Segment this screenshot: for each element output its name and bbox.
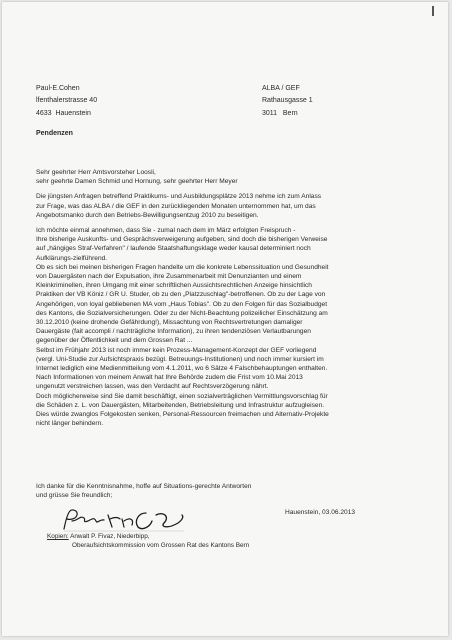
body-line: Internet lediglich eine Medienmitteilung vom 4.1.2011, wo 6 Sätze 4 Falschbehauptungen enthalten. [36, 365, 328, 373]
recipient-address [262, 83, 313, 120]
body-line: Nach Informationen von meinem Anwalt hat Ihre Behörde zudem die Frist vom 10.Mai 2013 [36, 374, 303, 382]
closing [36, 482, 251, 500]
body-line: gegenüber der Öffentlichkeit und dem Grossen Rat ... [36, 337, 193, 345]
body-line: ungenutzt verstreichen lassen, was den Verdacht auf Rechtsverzögerung nährt. [36, 383, 269, 391]
body-line: Ihre bisherige Auskunfts- und Gesprächsverweigerung aufgeben, sind doch die bisherigen Verweise [36, 236, 328, 244]
body-line: nicht länger behindern. [36, 420, 104, 428]
body-line: Angehörigen, von loyal gebliebenen MA vom „Haus Tobias". Ob zu den Folgen für das Sozialbudget [36, 300, 328, 308]
recipient-street: Rathausgasse 1 [262, 97, 313, 105]
paragraph-2 [36, 226, 406, 428]
salutation [36, 168, 406, 186]
body-line: Aufklärungs-zielführend. [36, 254, 108, 262]
copies-list [47, 533, 249, 550]
body-line: Kleinkriminellen, ihren Umgang mit einer schriftlichen Aussichtsrechtlichen Anzeige hinsichtlich [36, 282, 312, 290]
body-line: zur Frage, was das ALBA / die GEF in den zurückliegenden Monaten unternommen hat, um das [36, 202, 316, 210]
closing-line: und grüsse Sie freundlich; [36, 492, 113, 500]
body-line: Praktiken der VB Köniz / GR U. Studer, ob zu den „Platzzuschlag"-betroffenen. Ob zu der Lage von [36, 291, 326, 299]
sender-street: lfenthalerstrasse 40 [36, 97, 98, 105]
body-line: Dauergäste (fait accompli / nachträgliche Information), zu ihren tendenziösen Verlautbarungen [36, 328, 311, 336]
salutation-line: Sehr geehrter Herr Amtsvorsteher Loosli, [36, 169, 156, 176]
paragraph-1 [36, 192, 406, 220]
copies-label: Kopien: [47, 533, 69, 540]
copy-recipient-1: Anwalt P. Fivaz, Niederbipp, [68, 533, 150, 540]
body-line: Angebotsmanko durch den Betriebs-Bewilligungsentzug 2010 zu beseitigen. [36, 211, 259, 219]
body-line: Selbst im Frühjahr 2013 ist noch immer kein Prozess-Management-Konzept der GEF vorliegend [36, 346, 317, 354]
place-date: Hauenstein, 03.06.2013 [285, 509, 356, 516]
recipient-city: 3011 Bern [262, 109, 298, 117]
body-line: Dies würde zwanglos Folgekosten senken, Personal-Ressourcen freimachen und Alternativ-Projekte [36, 411, 329, 419]
handwritten-signature [60, 507, 190, 533]
sender-address [36, 83, 97, 120]
letter-body [36, 168, 406, 434]
body-line: die Schäden z. L. von Dauergästen, Mitarbeitenden, Betriebsleitung und Infrastruktur aufzugleisen. [36, 401, 325, 409]
letter-subject: Pendenzen [36, 130, 73, 137]
body-line: Doch möglicherweise sind Sie damit beschäftigt, einen sozialverträglichen Vermittlungsvorschlag für [36, 392, 328, 400]
body-line: Ich möchte einmal annehmen, dass Sie - zumal nach dem im März erfolgten Freispruch - [36, 227, 296, 235]
body-line: von Dauergästen nach der Expulsation, ihre Zusammenarbeit mit Denunzianten und einem [36, 273, 302, 281]
body-line: auf „hängiges Straf-Verfahren" / laufende Staatshaftungsklage weder kausal determiniert noch [36, 245, 311, 253]
letter-page [2, 2, 448, 636]
closing-line: Ich danke für die Kenntnisnahme, hoffe auf Situations-gerechte Antworten [36, 483, 252, 490]
body-line: (vergl. Uni-Studie zur Aufsichtspraxis bezügl. Betreuungs-Institutionen) und noch immer kursiert im [36, 355, 324, 363]
salutation-line: sehr geehrte Damen Schmid und Hornung, sehr geehrter Herr Meyer [36, 178, 238, 186]
sender-name: Paul-E.Cohen [36, 85, 80, 92]
body-line: 30.12.2010 (keine drohende Gefährdung!), Missachtung von Rechtsvertretungen damaliger [36, 319, 303, 327]
body-line: des Kantons, die Sozialversicherungen. Oder zu der Nicht-Beachtung polizeilicher Einschätzung am [36, 309, 328, 317]
recipient-org: ALBA / GEF [262, 85, 300, 92]
body-line: Die jüngsten Anfragen betreffend Praktikums- und Ausbildungsplätze 2013 nehme ich zum Anlass [36, 193, 322, 201]
copy-recipient-2: Oberaufsichtskommission vom Grossen Rat des Kantons Bern [72, 541, 250, 549]
scan-edge-mark [432, 6, 434, 16]
body-line: Ob es sich bei meinen bisherigen Fragen handelte um die konkrete Lebenssituation und Gesundheit [36, 263, 329, 271]
sender-city: 4633 Hauenstein [36, 109, 91, 117]
